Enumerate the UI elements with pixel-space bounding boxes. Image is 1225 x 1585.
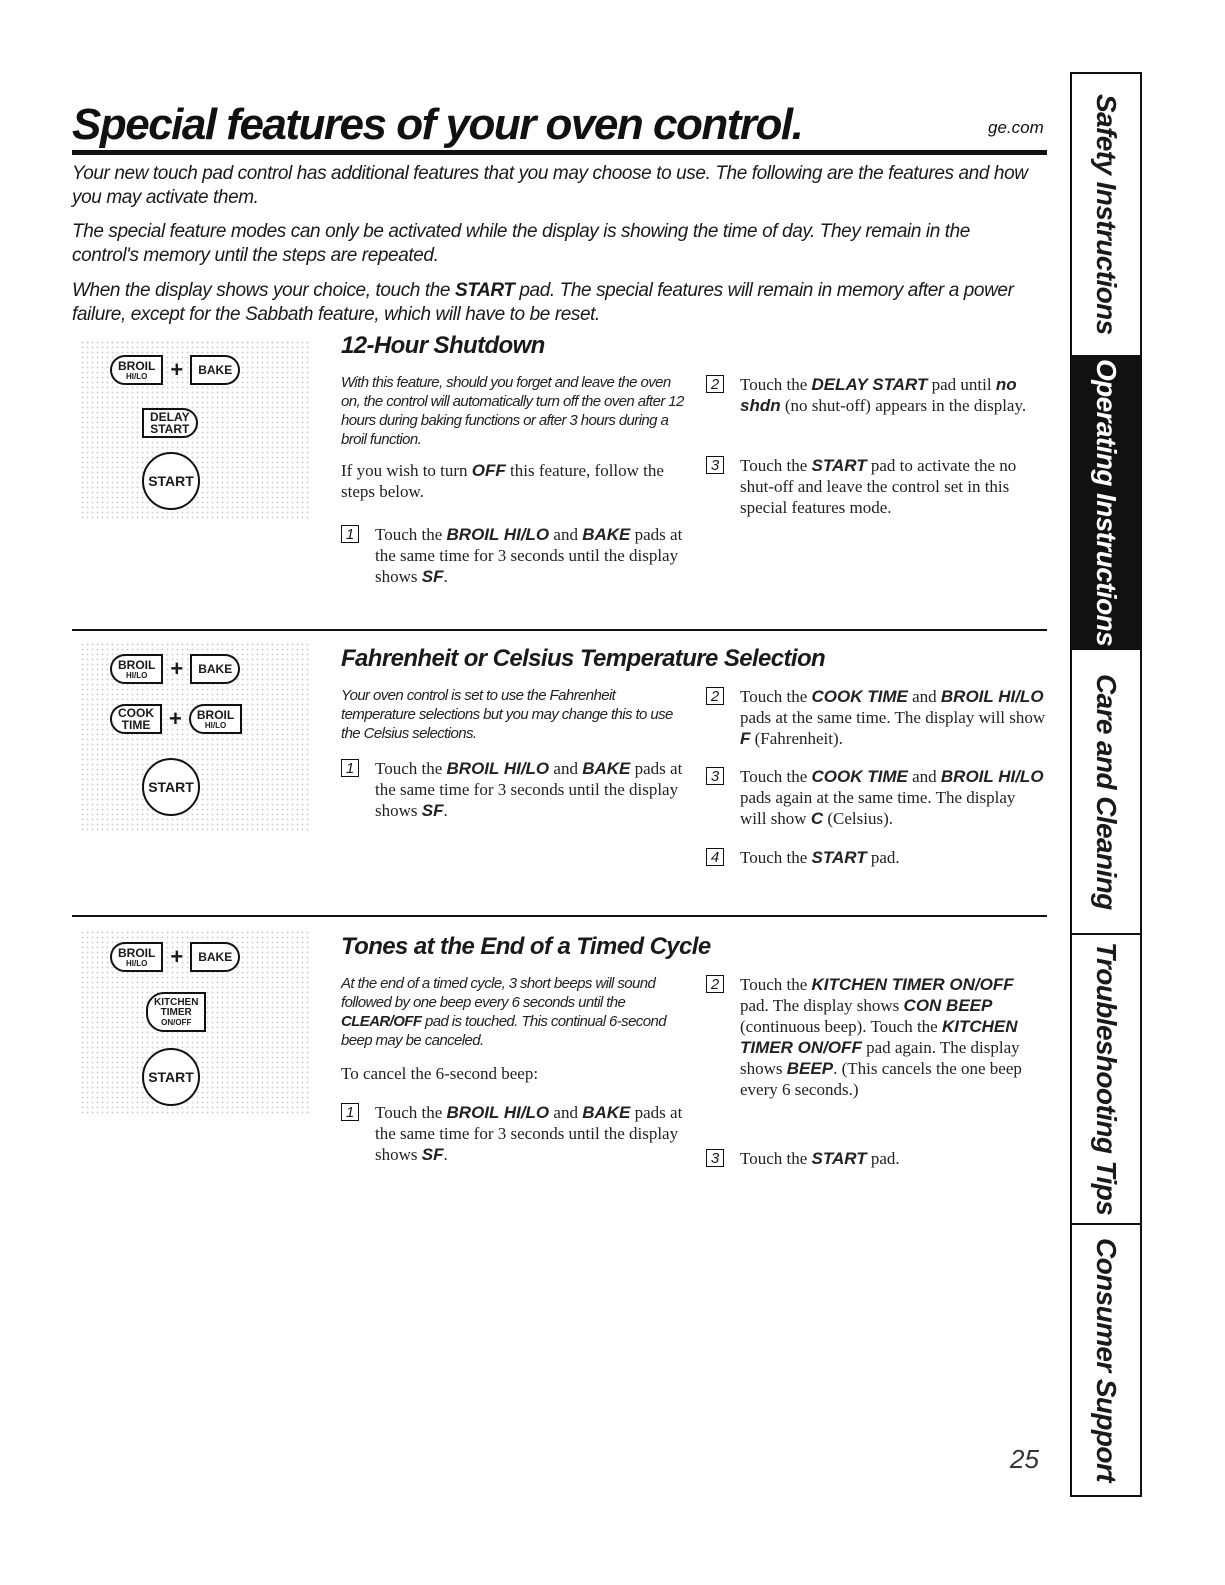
section-tabs: [1070, 72, 1142, 1497]
section-divider-1: [72, 629, 1047, 631]
kitchen-timer-pad: KITCHEN TIMER ON/OFF: [146, 992, 206, 1032]
tab-care-and-cleaning[interactable]: Care and Cleaning: [1072, 650, 1140, 935]
tones-intro: To cancel the 6-second beep:: [341, 1064, 539, 1083]
broil-hilo-pad: BROIL HI/LO: [110, 355, 163, 385]
delay-start-pad: DELAY START: [142, 408, 198, 438]
shutdown-intro: If you wish to turn OFF this feature, follow the steps below.: [341, 461, 664, 501]
tab-troubleshooting-tips[interactable]: Troubleshooting Tips: [1072, 935, 1140, 1225]
page-title: Special features of your oven control.: [72, 100, 803, 149]
shutdown-step-1: 1 Touch the BROIL HI/LO and BAKE pads at the same time for 3 seconds until the display shows SF.: [341, 524, 686, 587]
temp-pad-illustration: BROIL HI/LO + BAKE COOK TIME + BROIL HI/LO START: [80, 642, 310, 832]
broil-hilo-pad-2: BROIL HI/LO: [189, 704, 242, 734]
intro-paragraph-3: When the display shows your choice, touch the START pad. The special features will remain in memory after a power failure, except for the Sabbath feature, which will have to be reset.: [72, 280, 1014, 325]
section-title-tones: Tones at the End of a Timed Cycle: [341, 933, 711, 960]
temperature-note: Your oven control is set to use the Fahrenheit temperature selections but you may change this to use the Celsius selections.: [341, 687, 673, 742]
temperature-step-2: 2 Touch the COOK TIME and BROIL HI/LO pads at the same time. The display will show F (Fahrenheit).: [706, 686, 1046, 749]
start-pad: START: [142, 1048, 200, 1106]
tones-step-1: 1 Touch the BROIL HI/LO and BAKE pads at the same time for 3 seconds until the display shows SF.: [341, 1102, 686, 1165]
tab-operating-instructions[interactable]: Operating Instructions: [1072, 357, 1140, 650]
intro-paragraph-1: Your new touch pad control has additional features that you may choose to use. The following are the features and how you may activate them.: [72, 163, 1028, 208]
tones-step-3: 3 Touch the START pad.: [706, 1148, 1046, 1169]
shutdown-step-3: 3 Touch the START pad to activate the no shut-off and leave the control set in this special features mode.: [706, 455, 1046, 518]
temperature-step-4: 4 Touch the START pad.: [706, 847, 1046, 868]
intro-paragraph-2: The special feature modes can only be activated while the display is showing the time of day. They remain in the control's memory until the steps are repeated.: [72, 221, 970, 266]
broil-hilo-pad: BROIL HI/LO: [110, 654, 163, 684]
shutdown-note: With this feature, should you forget and leave the oven on, the control will automatically turn off the oven after 12 hours during baking functions or after 3 hours during a broil function.: [341, 374, 684, 448]
tones-step-2: 2 Touch the KITCHEN TIMER ON/OFF pad. The display shows CON BEEP (continuous beep). Touch the KITCHEN TIMER ON/OFF pad again. The display shows BEEP. (This cancels the one beep every 6 seconds.): [706, 974, 1046, 1100]
tab-consumer-support[interactable]: Consumer Support: [1091, 1238, 1122, 1482]
shutdown-pad-illustration: BROIL HI/LO + BAKE DELAY START START: [80, 340, 310, 520]
site-link[interactable]: ge.com: [988, 118, 1044, 137]
shutdown-step-2: 2 Touch the DELAY START pad until no shdn (no shut-off) appears in the display.: [706, 374, 1046, 416]
section-title-shutdown: 12-Hour Shutdown: [341, 332, 545, 359]
bake-pad: BAKE: [190, 654, 240, 684]
bake-pad: BAKE: [190, 942, 240, 972]
start-pad: START: [142, 452, 200, 510]
start-pad: START: [142, 758, 200, 816]
temperature-step-1: 1 Touch the BROIL HI/LO and BAKE pads at the same time for 3 seconds until the display shows SF.: [341, 758, 686, 821]
tones-note: At the end of a timed cycle, 3 short beeps will sound followed by one beep every 6 seconds until the CLEAR/OFF pad is touched. This continual 6-second beep may be canceled.: [341, 975, 666, 1049]
section-divider-2: [72, 915, 1047, 917]
temperature-step-3: 3 Touch the COOK TIME and BROIL HI/LO pads again at the same time. The display will show C (Celsius).: [706, 766, 1046, 829]
cook-time-pad: COOK TIME: [110, 704, 162, 734]
page-number: 25: [1010, 1444, 1039, 1474]
tab-safety-instructions[interactable]: Safety Instructions: [1072, 74, 1140, 357]
broil-hilo-pad: BROIL HI/LO: [110, 942, 163, 972]
section-title-temperature: Fahrenheit or Celsius Temperature Selection: [341, 645, 826, 672]
title-divider: [72, 150, 1047, 155]
tones-pad-illustration: BROIL HI/LO + BAKE KITCHEN TIMER ON/OFF START: [80, 930, 310, 1115]
bake-pad: BAKE: [190, 355, 240, 385]
